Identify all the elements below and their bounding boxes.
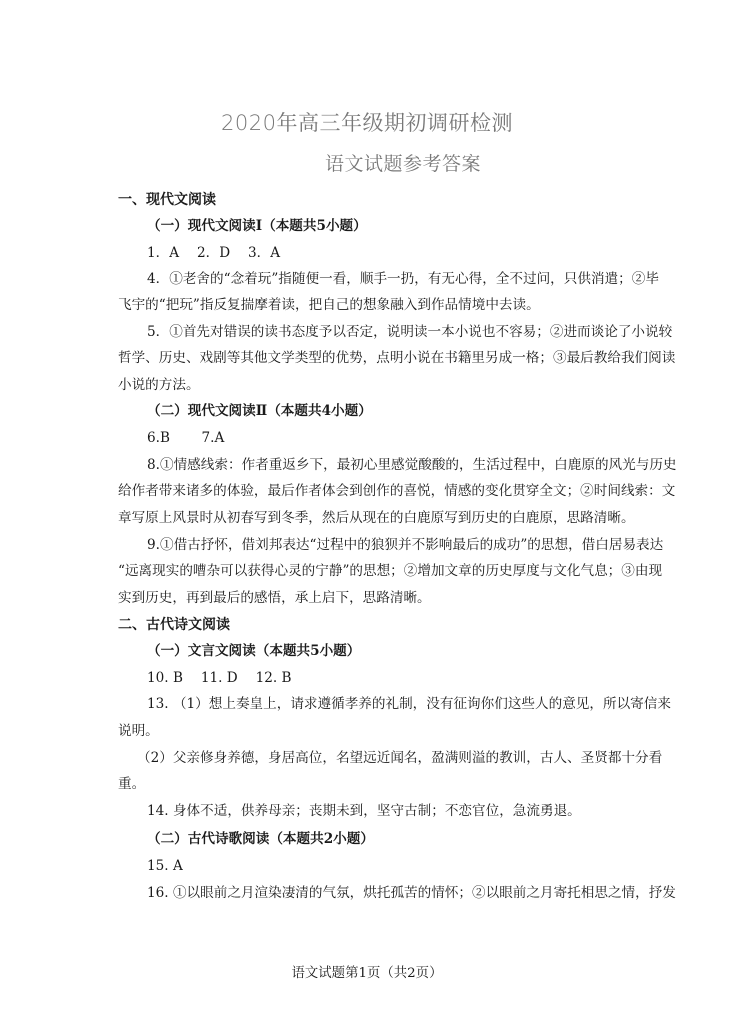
answer-line: “远离现实的嘈杂可以获得心灵的宁静”的思想；②增加文章的历史厚度与文化气息；③由现 [118,563,663,579]
answer-line: 哲学、历史、戏剧等其他文学类型的优势，点明小说在书籍里另成一格；③最后教给我们阅读 [118,350,676,366]
section-heading: 二、古代诗文阅读 [118,617,230,633]
answer-line: 飞宇的“把玩”指反复揣摩着读，把自己的想象融入到作品情境中去读。 [118,297,540,313]
answer-line: 6.B 7.A [147,430,225,446]
answer-line: 15. A [147,858,183,874]
subsection-heading: （二）古代诗歌阅读（本题共2小题） [147,831,374,847]
answer-line: 16. ①以眼前之月渲染凄清的气氛，烘托孤苦的情怀；②以眼前之月寄托相思之情，抒发 [147,885,676,901]
answer-line: 说明。 [118,723,159,739]
answer-line: 5．①首先对错误的读书态度予以否定，说明读一本小说也不容易；②进而谈论了小说较 [147,324,673,340]
answer-line: 实到历史，再到最后的感悟，承上启下，思路清晰。 [118,590,431,606]
answer-line: （2）父亲修身养德，身居高位，名望远近闻名，盈满则溢的教训，古人、圣贤都十分看 [137,750,663,766]
subsection-heading: （二）现代文阅读Ⅱ（本题共4小题） [147,403,372,419]
page-footer: 语文试题第1页（共2页） [291,966,443,981]
answer-line: 4．①老舍的“念着玩”指随便一看，顺手一扔，有无心得，全不过问，只供消遣；②毕 [147,271,659,287]
subsection-heading: （一）现代文阅读Ⅰ（本题共5小题） [147,218,367,234]
page-subtitle: 语文试题参考答案 [324,153,481,175]
answer-line: 14. 身体不适，供养母亲；丧期未到，坚守古制；不恋官位，急流勇退。 [147,803,581,819]
section-heading: 一、现代文阅读 [118,192,216,208]
answer-line: 重。 [118,776,146,792]
answer-line: 8.①情感线索：作者重返乡下，最初心里感觉酸酸的，生活过程中，白鹿原的风光与历史 [147,457,677,473]
answer-line: 小说的方法。 [118,377,200,393]
answer-line: 给作者带来诸多的体验，最后作者体会到创作的喜悦，情感的变化贯穿全文；②时间线索：文 [118,483,676,499]
subsection-heading: （一）文言文阅读（本题共5小题） [147,643,361,659]
answer-line: 章写原上风景时从初春写到冬季，然后从现在的白鹿原写到历史的白鹿原，思路清晰。 [118,510,635,526]
page-title: 2020年高三年级期初调研检测 [221,111,513,135]
answer-line: 13. （1）想上奏皇上，请求遵循孝养的礼制，没有征询你们这些人的意见，所以寄信来 [147,696,671,712]
answer-line: 10. B 11. D 12. B [147,670,292,686]
answer-line: 1．A 2．D 3．A [147,245,281,261]
answer-line: 9.①借古抒怀，借刘邦表达“过程中的狼狈并不影响最后的成功”的思想，借白居易表达 [147,537,664,553]
